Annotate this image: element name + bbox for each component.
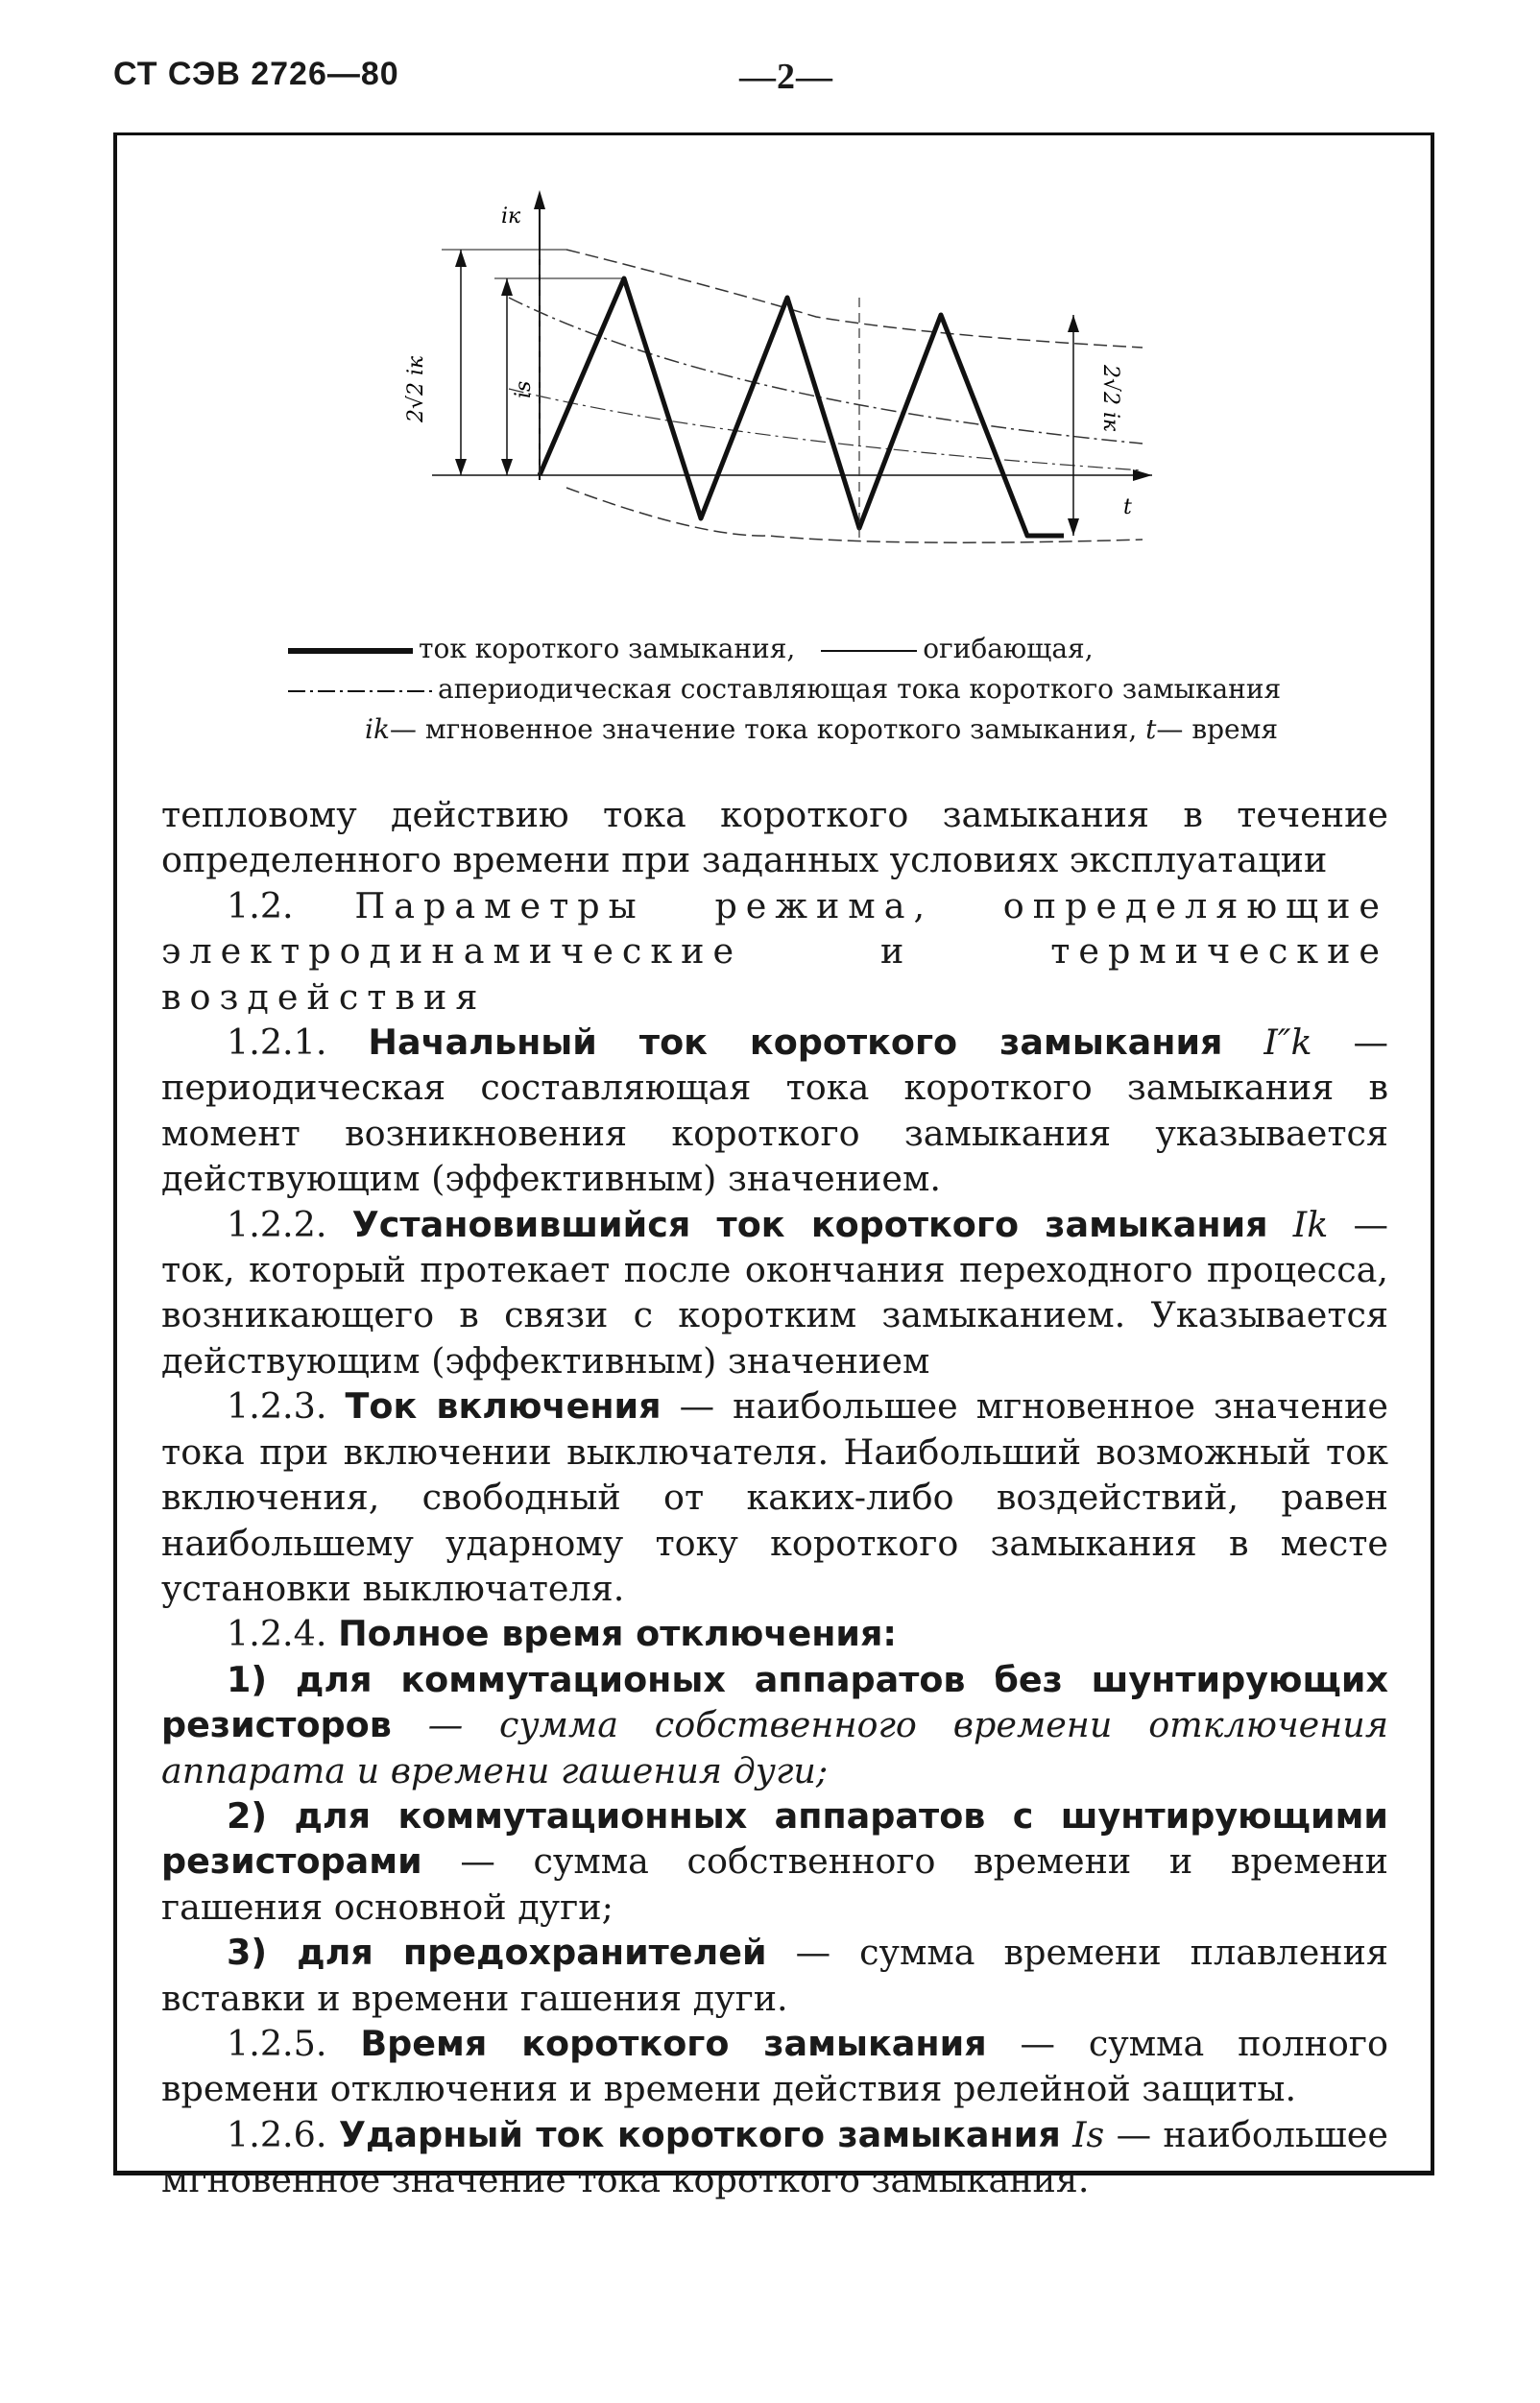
- section-1-2-3: 1.2.3. Ток включения — наибольшее мгновенное значение тока при включении выключателя. Наибольший возможный ток включения, свободный от каких-либо воздействий, равен наибольшему ударному току короткого замыкания в месте установки выключателя.: [161, 1385, 1388, 1609]
- legend-row-1: [288, 629, 1392, 669]
- legend-row-2: [288, 669, 1392, 709]
- legend-time: — время: [1156, 713, 1279, 745]
- section-1-2-5: 1.2.5. Время короткого замыкания — сумма полного времени отключения и времени действия релейной защиты.: [161, 2022, 1388, 2110]
- legend-envelope: огибающая,: [923, 633, 1094, 664]
- is-label: is: [512, 380, 536, 398]
- aperiodic-component-2: [509, 389, 1143, 470]
- symbol-ik-initial: I″k: [1263, 1021, 1312, 1064]
- bold-line-swatch: [288, 646, 413, 656]
- term-making-current: Ток включения: [345, 1385, 662, 1428]
- body-text: [161, 792, 1388, 2203]
- term-steady-current: Установившийся ток короткого замыкания: [351, 1203, 1268, 1245]
- ik-axis-label: iк: [501, 204, 521, 228]
- dashdot-line-swatch: [288, 686, 432, 696]
- legend-ik-symbol: ik: [365, 713, 390, 745]
- amp-left-label: 2√2 iк: [404, 355, 428, 422]
- thin-line-swatch: [821, 646, 917, 656]
- y-axis-arrow: [534, 190, 545, 209]
- section-1-2-2: 1.2.2. Установившийся ток короткого замыкания Ik — ток, который протекает после окончания переходного процесса, возникающего в связи с коротким замыканием. Указывается действующим (эффективным) значением: [161, 1203, 1388, 1382]
- term-initial-current: Начальный ток короткого замыкания: [368, 1021, 1223, 1064]
- document-code: СТ СЭВ 2726—80: [113, 56, 399, 92]
- section-1-2-6: 1.2.6. Ударный ток короткого замыкания Is — наибольшее мгновенное значение тока короткого замыкания.: [161, 2113, 1388, 2201]
- page-number: —2—: [739, 57, 833, 97]
- symbol-is: Is: [1072, 2113, 1105, 2155]
- legend-row-3: [288, 709, 1392, 750]
- section-1-2: 1.2. Параметры режима, определяющие электродинамические и термические воздействия: [161, 884, 1388, 1018]
- legend-t-symbol: t: [1145, 713, 1157, 745]
- short-circuit-diagram: [317, 182, 1181, 595]
- legend-current: ток короткого замыкания,: [419, 633, 796, 664]
- t-axis-label: t: [1123, 495, 1132, 519]
- term-total-break-time: Полное время отключения:: [338, 1613, 898, 1655]
- item-1: 1) для коммутационых аппаратов без шунтирующих резисторов — сумма собственного времени отключения аппарата и времени гашения дуги;: [161, 1658, 1388, 1791]
- item-3: 3) для предохранителей — сумма времени плавления вставки и времени гашения дуги.: [161, 1932, 1388, 2019]
- short-circuit-current: [540, 278, 1064, 536]
- section-1-2-1: 1.2.1. Начальный ток короткого замыкания I″k — периодическая составляющая тока короткого замыкания в момент возникновения короткого замыкания указывается действующим (эффективным) значением.: [161, 1021, 1388, 1200]
- amp-right-label: 2√2 iк: [1098, 365, 1122, 432]
- section-1-2-4: 1.2.4. Полное время отключения:: [227, 1613, 898, 1655]
- item-2: 2) для коммутационных аппаратов с шунтирующими резисторами — сумма собственного времени и времени гашения основной дуги;: [161, 1794, 1388, 1928]
- para-continuation: тепловому действию тока короткого замыкания в течение определенного времени при заданных условиях эксплуатации: [161, 794, 1388, 881]
- section-1-2-title: Параметры режима, определяющие электродинамические и термические воздействия: [161, 884, 1388, 1018]
- term-short-circuit-time: Время короткого замыкания: [360, 2022, 987, 2064]
- upper-envelope: [566, 250, 1143, 348]
- legend-instant-value: — мгновенное значение тока короткого замыкания,: [389, 713, 1138, 745]
- x-axis-arrow: [1133, 469, 1152, 481]
- legend-aperiodic: апериодическая составляющая тока короткого замыкания: [438, 673, 1282, 705]
- figure-legend: [288, 629, 1392, 750]
- term-peak-current: Ударный ток короткого замыкания: [338, 2113, 1061, 2155]
- symbol-ik: Ik: [1292, 1203, 1329, 1245]
